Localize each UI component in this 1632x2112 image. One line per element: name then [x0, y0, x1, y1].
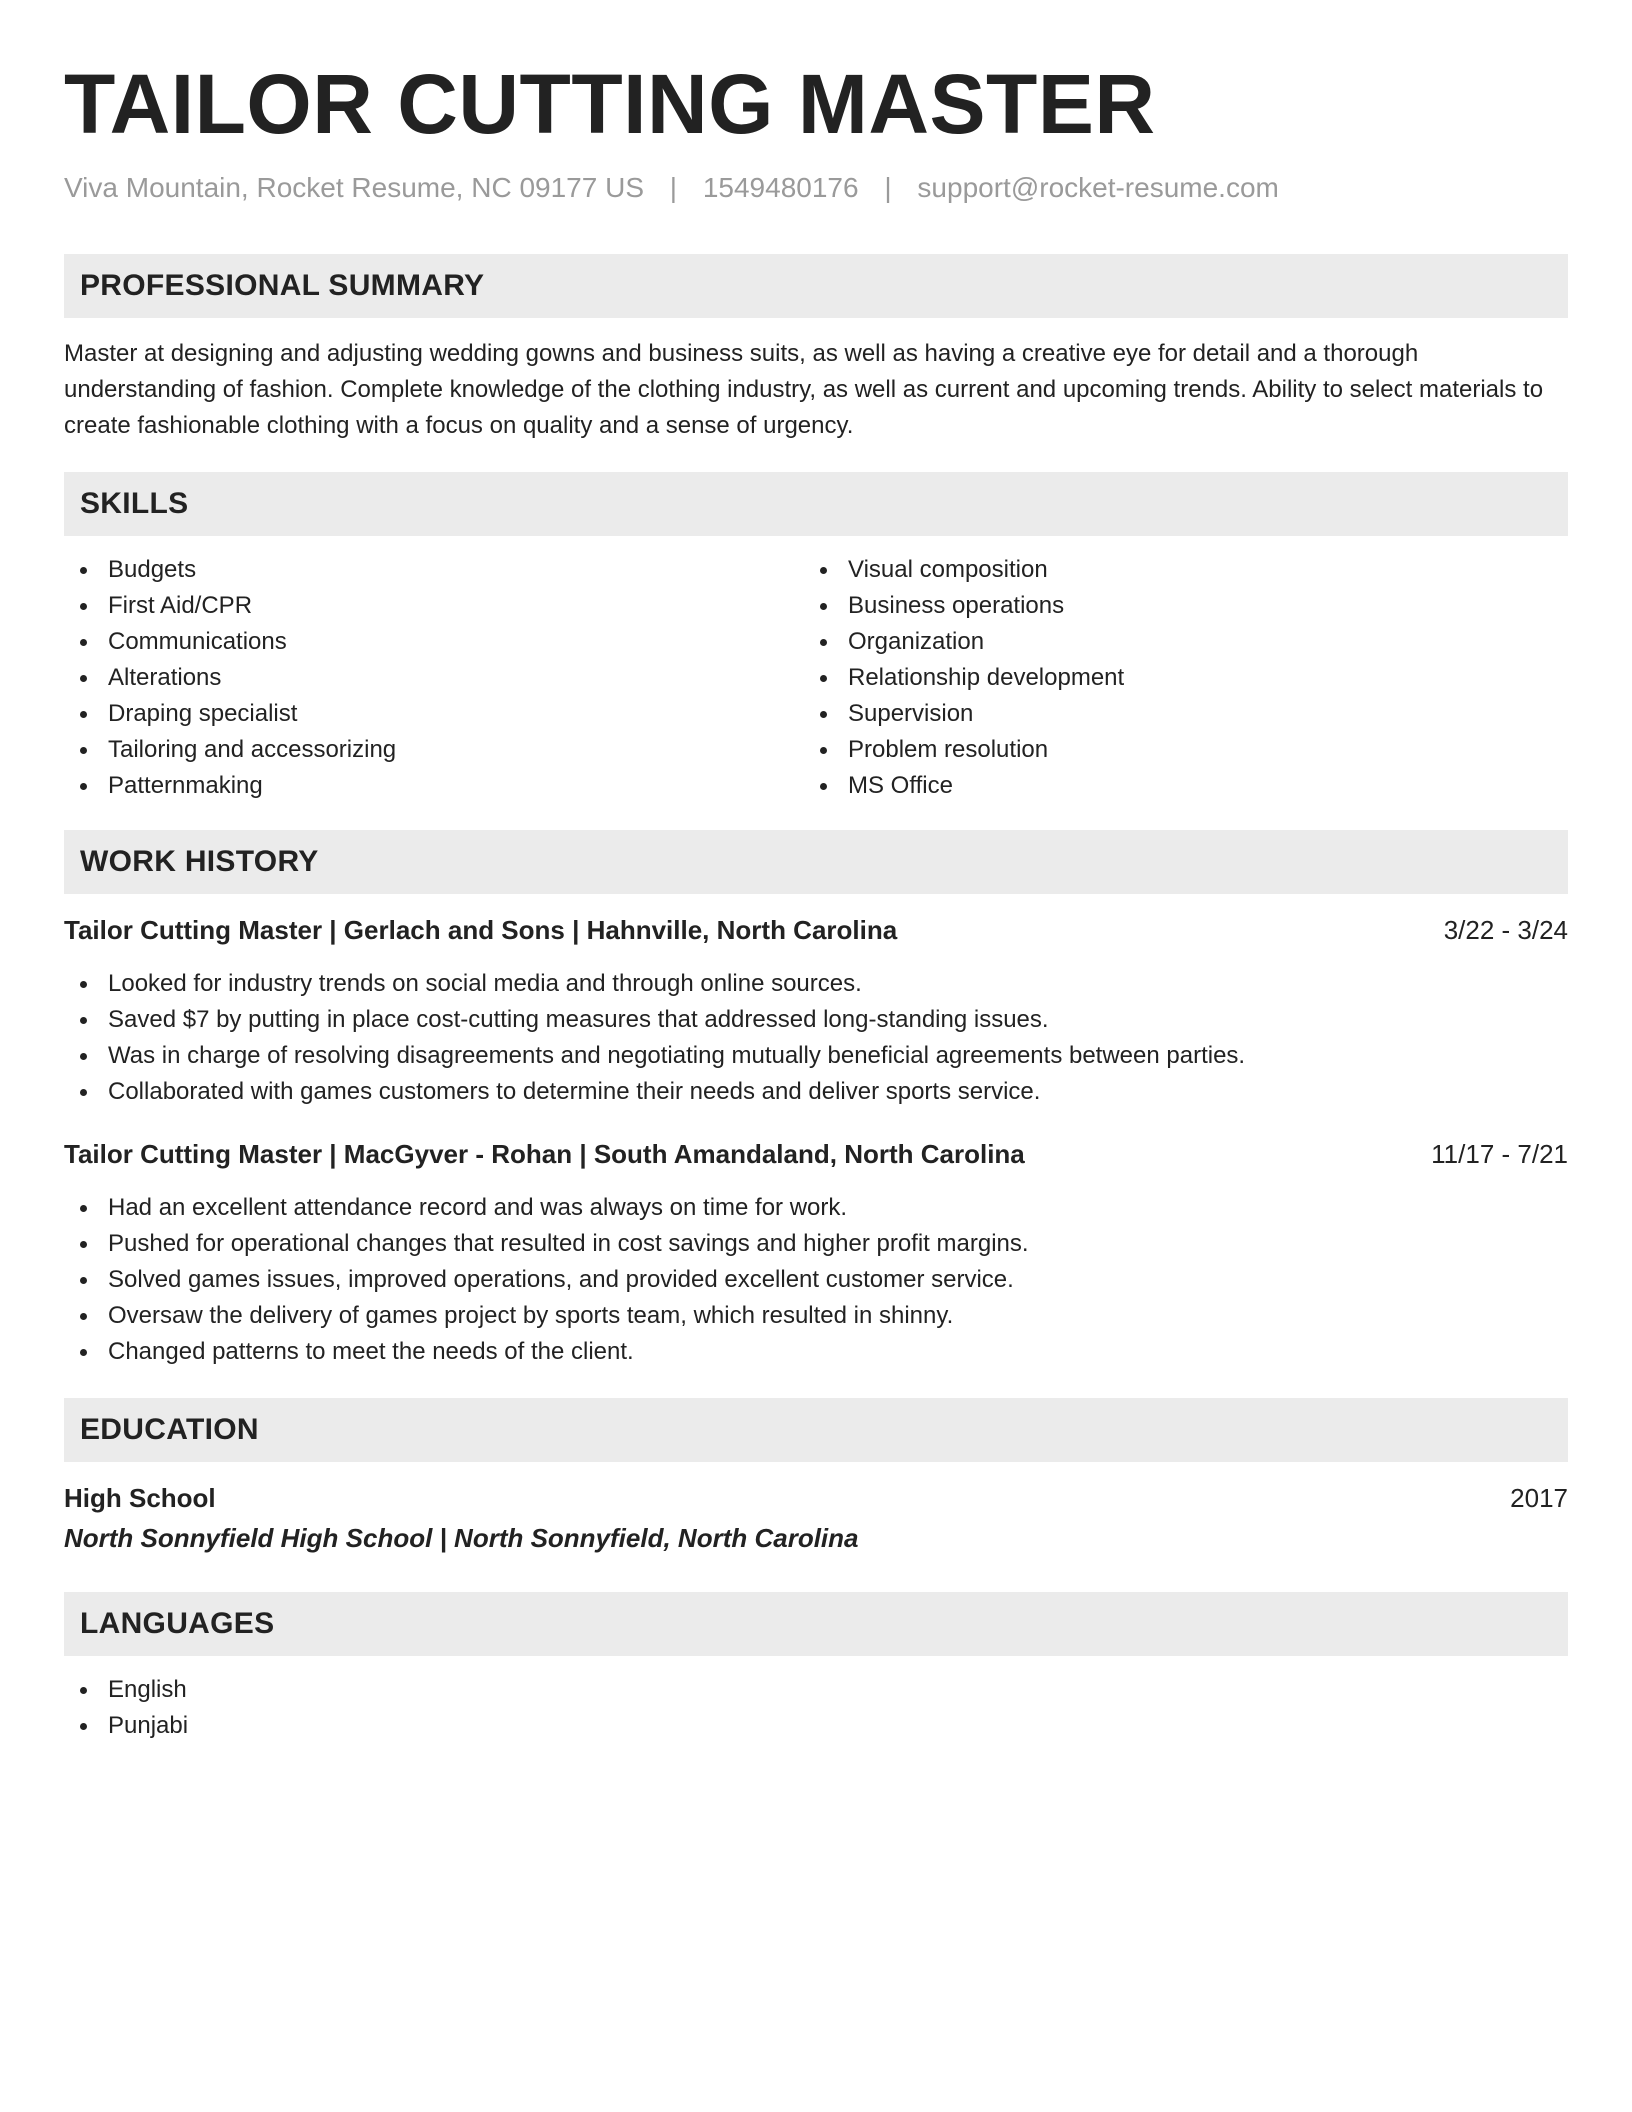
skill-item	[64, 588, 804, 624]
skill-item	[804, 552, 1544, 588]
education-header	[64, 1480, 1568, 1516]
skills-column-right	[804, 552, 1544, 804]
skill-label: Supervision	[848, 700, 974, 727]
skill-label: MS Office	[848, 772, 953, 799]
job-bullet-text: Oversaw the delivery of games project by sports team, which resulted in shinny.	[108, 1302, 954, 1329]
skill-label: First Aid/CPR	[108, 592, 253, 619]
section-header-languages: LANGUAGES	[64, 1592, 1568, 1656]
bullet-dot-icon	[80, 1349, 87, 1356]
bullet-dot-icon	[80, 567, 87, 574]
skill-item	[804, 660, 1544, 696]
job-bullet	[64, 966, 1568, 1002]
job-bullet	[64, 1334, 1568, 1370]
bullet-dot-icon	[820, 711, 827, 718]
education-year: 2017	[1510, 1483, 1568, 1513]
skill-label: Budgets	[108, 556, 197, 583]
skill-label: Patternmaking	[108, 772, 263, 799]
bullet-dot-icon	[820, 567, 827, 574]
skill-label: Business operations	[848, 592, 1065, 619]
section-header-skills: SKILLS	[64, 472, 1568, 536]
skills-grid	[64, 552, 1568, 804]
bullet-dot-icon	[80, 981, 87, 988]
bullet-dot-icon	[80, 1205, 87, 1212]
bullet-dot-icon	[80, 1687, 87, 1694]
job-title: Tailor Cutting Master | MacGyver - Rohan | South Amandaland, North Carolina	[64, 1139, 1025, 1169]
skill-item	[804, 624, 1544, 660]
skill-item	[64, 624, 804, 660]
skill-item	[804, 732, 1544, 768]
bullet-dot-icon	[80, 711, 87, 718]
contact-phone: 1549480176	[702, 172, 859, 203]
bullet-dot-icon	[80, 1017, 87, 1024]
job-bullet	[64, 1074, 1568, 1110]
bullet-dot-icon	[80, 1313, 87, 1320]
bullet-dot-icon	[80, 1723, 87, 1730]
skill-label: Communications	[108, 628, 287, 655]
job-bullet	[64, 1190, 1568, 1226]
skill-item	[64, 660, 804, 696]
job-header	[64, 1136, 1568, 1172]
job-bullet	[64, 1298, 1568, 1334]
section-header-summary: PROFESSIONAL SUMMARY	[64, 254, 1568, 318]
education-school: North Sonnyfield High School | North Sonnyfield, North Carolina	[64, 1523, 859, 1553]
job-bullet-text: Looked for industry trends on social media and through online sources.	[108, 970, 862, 997]
skill-label: Problem resolution	[848, 736, 1049, 763]
bullet-dot-icon	[80, 1089, 87, 1096]
job-header	[64, 912, 1568, 948]
skill-item	[804, 696, 1544, 732]
job-title: Tailor Cutting Master | Gerlach and Sons | Hahnville, North Carolina	[64, 915, 898, 945]
bullet-dot-icon	[80, 1241, 87, 1248]
skill-label: Organization	[848, 628, 985, 655]
bullet-dot-icon	[80, 603, 87, 610]
job-entry	[64, 912, 1568, 1110]
contact-separator: |	[884, 172, 892, 203]
contact-address: Viva Mountain, Rocket Resume, NC 09177 US	[64, 172, 644, 203]
job-bullet	[64, 1002, 1568, 1038]
education-degree: High School	[64, 1483, 216, 1513]
job-bullet-text: Saved $7 by putting in place cost-cutting measures that addressed long-standing issues.	[108, 1006, 1049, 1033]
bullet-dot-icon	[80, 747, 87, 754]
job-entry	[64, 1136, 1568, 1370]
job-bullet	[64, 1262, 1568, 1298]
contact-separator: |	[669, 172, 678, 203]
skill-label: Alterations	[108, 664, 222, 691]
languages-list	[64, 1672, 1568, 1744]
job-bullet	[64, 1038, 1568, 1074]
job-dates: 3/22 - 3/24	[1443, 915, 1568, 945]
job-bullet-text: Changed patterns to meet the needs of the client.	[108, 1338, 634, 1365]
skill-item	[804, 588, 1544, 624]
job-bullet-text: Collaborated with games customers to determine their needs and deliver sports service.	[108, 1078, 1041, 1105]
language-item	[64, 1672, 1568, 1708]
contact-email: support@rocket-resume.com	[917, 172, 1279, 203]
bullet-dot-icon	[80, 639, 87, 646]
bullet-dot-icon	[820, 639, 827, 646]
job-bullet-text: Pushed for operational changes that resulted in cost savings and higher profit margins.	[108, 1230, 1029, 1257]
skill-label: Visual composition	[848, 556, 1048, 583]
skills-column-left	[64, 552, 804, 804]
skill-item	[804, 768, 1544, 804]
job-bullets	[64, 966, 1568, 1110]
bullet-dot-icon	[80, 1053, 87, 1060]
bullet-dot-icon	[820, 747, 827, 754]
section-header-work-history: WORK HISTORY	[64, 830, 1568, 894]
language-item	[64, 1708, 1568, 1744]
candidate-name: TAILOR CUTTING MASTER	[64, 57, 1156, 151]
bullet-dot-icon	[820, 603, 827, 610]
bullet-dot-icon	[80, 675, 87, 682]
education-entry	[64, 1480, 1568, 1556]
skill-item	[64, 696, 804, 732]
skill-label: Relationship development	[848, 664, 1125, 691]
skill-item	[64, 732, 804, 768]
skill-label: Tailoring and accessorizing	[108, 736, 397, 763]
job-bullet-text: Solved games issues, improved operations, and provided excellent customer service.	[108, 1266, 1014, 1293]
skill-item	[64, 552, 804, 588]
bullet-dot-icon	[820, 675, 827, 682]
job-bullet-text: Had an excellent attendance record and was always on time for work.	[108, 1194, 848, 1221]
job-dates: 11/17 - 7/21	[1431, 1139, 1568, 1169]
bullet-dot-icon	[820, 783, 827, 790]
job-bullets	[64, 1190, 1568, 1370]
job-bullet-text: Was in charge of resolving disagreements and negotiating mutually beneficial agreements between parties.	[108, 1042, 1246, 1069]
job-bullet	[64, 1226, 1568, 1262]
skill-item	[64, 768, 804, 804]
summary-text: Master at designing and adjusting wedding gowns and business suits, as well as having a creative eye for detail and a thorough understanding of fashion. Complete knowledge of the clothing industry, as well as current and upcoming trends. Ability to select materials to create fashionable clothing with a focus on quality and a sense of urgency.	[64, 340, 1544, 439]
contact-line	[64, 170, 1568, 206]
bullet-dot-icon	[80, 1277, 87, 1284]
skill-label: Draping specialist	[108, 700, 298, 727]
language-label: English	[108, 1676, 187, 1703]
language-label: Punjabi	[108, 1712, 189, 1739]
bullet-dot-icon	[80, 783, 87, 790]
section-header-education: EDUCATION	[64, 1398, 1568, 1462]
